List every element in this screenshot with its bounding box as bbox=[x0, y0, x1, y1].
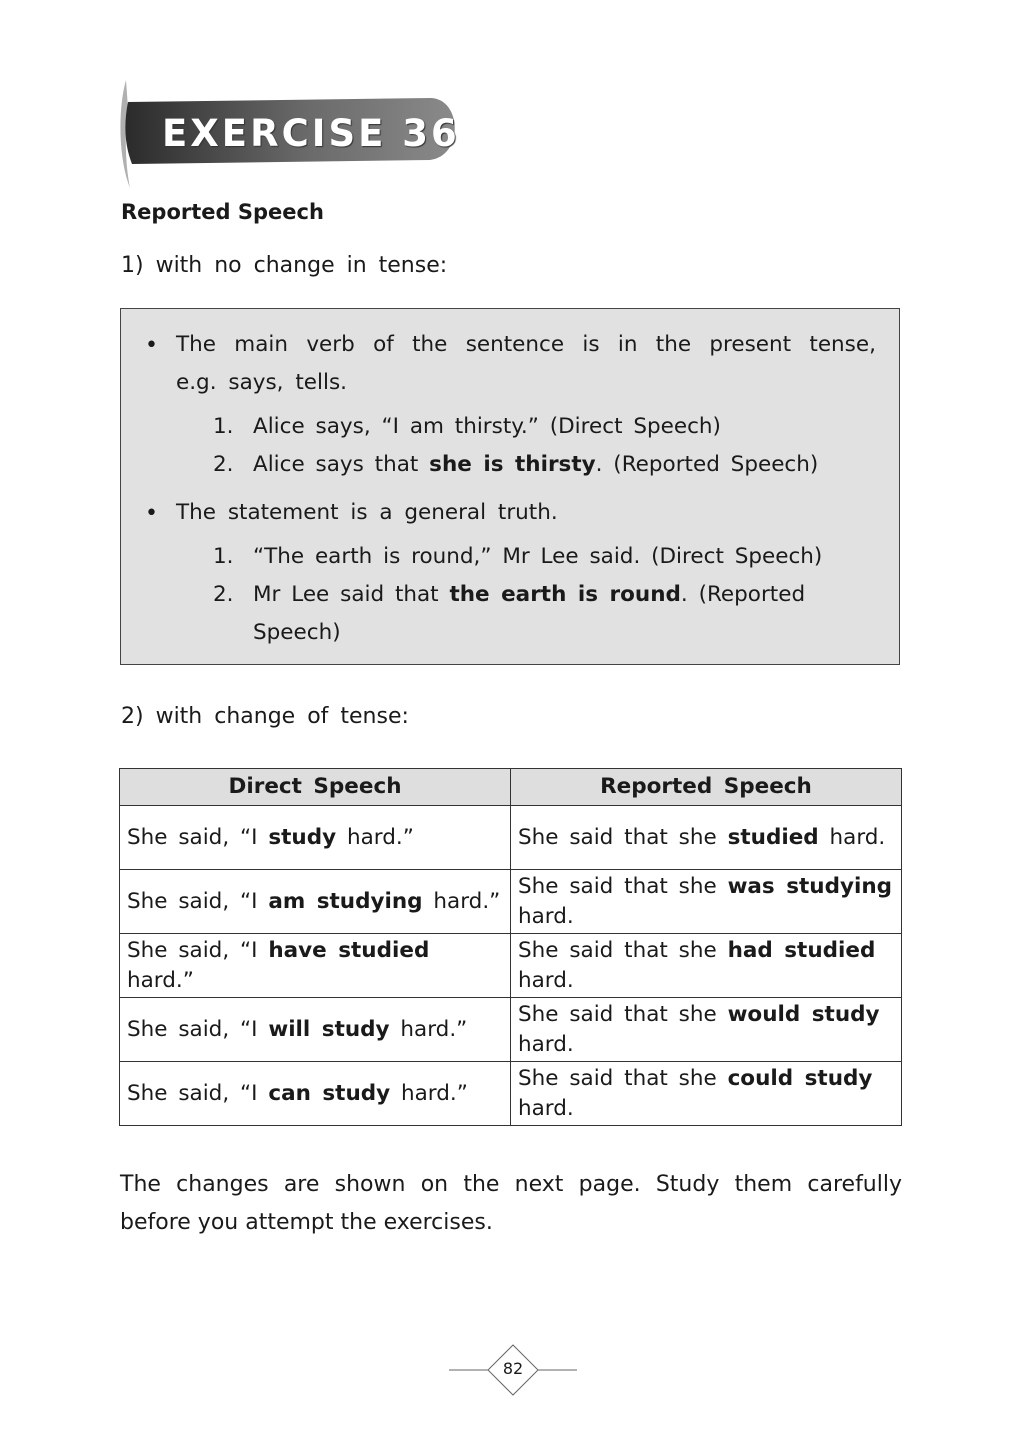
direct-cell: She said, “I am studying hard.” bbox=[120, 870, 511, 934]
direct-cell: She said, “I have studied hard.” bbox=[120, 934, 511, 998]
exercise-title: EXERCISE 36 bbox=[162, 112, 460, 155]
closing-word: carefully bbox=[807, 1172, 902, 1197]
closing-word: them bbox=[734, 1172, 793, 1197]
closing-word: on bbox=[420, 1172, 449, 1197]
column-header-direct: Direct Speech bbox=[120, 769, 511, 806]
direct-cell: She said, “I study hard.” bbox=[120, 806, 511, 870]
closing-word: The bbox=[120, 1172, 161, 1197]
bullet2-line: The statement is a general truth. bbox=[176, 500, 558, 525]
example-number: 2. bbox=[213, 452, 234, 477]
bullet1-word: The bbox=[176, 332, 216, 357]
bullet1-line1 bbox=[176, 332, 876, 357]
closing-word: are bbox=[283, 1172, 320, 1197]
bullet2-example1: “The earth is round,” Mr Lee said. (Direct Speech) bbox=[253, 544, 823, 569]
example-number: 1. bbox=[213, 544, 234, 569]
bullet1-example2: Alice says that she is thirsty. (Reported Speech) bbox=[253, 452, 819, 477]
bullet1-word: the bbox=[655, 332, 692, 357]
bullet1-word: is bbox=[582, 332, 600, 357]
direct-cell: She said, “I will study hard.” bbox=[120, 998, 511, 1062]
closing-word: page. bbox=[578, 1172, 641, 1197]
bullet2-example2: Mr Lee said that the earth is round. (Reported bbox=[253, 582, 806, 607]
bullet2-example2-cont: Speech) bbox=[253, 620, 341, 645]
direct-cell: She said, “I can study hard.” bbox=[120, 1062, 511, 1126]
closing-line1 bbox=[120, 1166, 902, 1204]
page-number: 82 bbox=[502, 1359, 524, 1378]
section-heading: Reported Speech bbox=[121, 200, 324, 224]
section1-title: 1) with no change in tense: bbox=[121, 253, 448, 278]
table-row bbox=[120, 934, 902, 998]
bullet1-word: verb bbox=[306, 332, 355, 357]
closing-word: shown bbox=[334, 1172, 406, 1197]
bullet1-example1: Alice says, “I am thirsty.” (Direct Speech) bbox=[253, 414, 721, 439]
tense-change-table bbox=[119, 768, 902, 1126]
example-number: 1. bbox=[213, 414, 234, 439]
closing-line2: before you attempt the exercises. bbox=[120, 1210, 493, 1235]
table-header-row bbox=[120, 769, 902, 806]
table-row bbox=[120, 870, 902, 934]
closing-word: changes bbox=[176, 1172, 269, 1197]
closing-word: next bbox=[514, 1172, 564, 1197]
bullet1-word: in bbox=[617, 332, 638, 357]
table-row bbox=[120, 806, 902, 870]
bullet1-word: main bbox=[234, 332, 289, 357]
bullet1-word: tense, bbox=[809, 332, 876, 357]
bullet1-word: sentence bbox=[465, 332, 565, 357]
reported-cell: She said that she was studying hard. bbox=[511, 870, 902, 934]
closing-paragraph bbox=[120, 1166, 902, 1242]
bullet-icon: • bbox=[145, 333, 158, 358]
exercise-banner bbox=[112, 78, 472, 190]
closing-word: the bbox=[463, 1172, 500, 1197]
page-number-badge bbox=[449, 1344, 577, 1396]
reported-cell: She said that she had studied hard. bbox=[511, 934, 902, 998]
bullet1-word: present bbox=[709, 332, 792, 357]
bullet1-line2: e.g. says, tells. bbox=[176, 370, 347, 395]
table-row bbox=[120, 998, 902, 1062]
bullet-icon: • bbox=[145, 501, 158, 526]
reported-cell: She said that she could study hard. bbox=[511, 1062, 902, 1126]
rules-box bbox=[120, 308, 900, 665]
closing-word: Study bbox=[655, 1172, 720, 1197]
bullet1-word: of bbox=[373, 332, 394, 357]
reported-cell: She said that she studied hard. bbox=[511, 806, 902, 870]
reported-cell: She said that she would study hard. bbox=[511, 998, 902, 1062]
section2-title: 2) with change of tense: bbox=[121, 704, 409, 729]
example-number: 2. bbox=[213, 582, 234, 607]
bullet1-word: the bbox=[412, 332, 448, 357]
table-row bbox=[120, 1062, 902, 1126]
column-header-reported: Reported Speech bbox=[511, 769, 902, 806]
